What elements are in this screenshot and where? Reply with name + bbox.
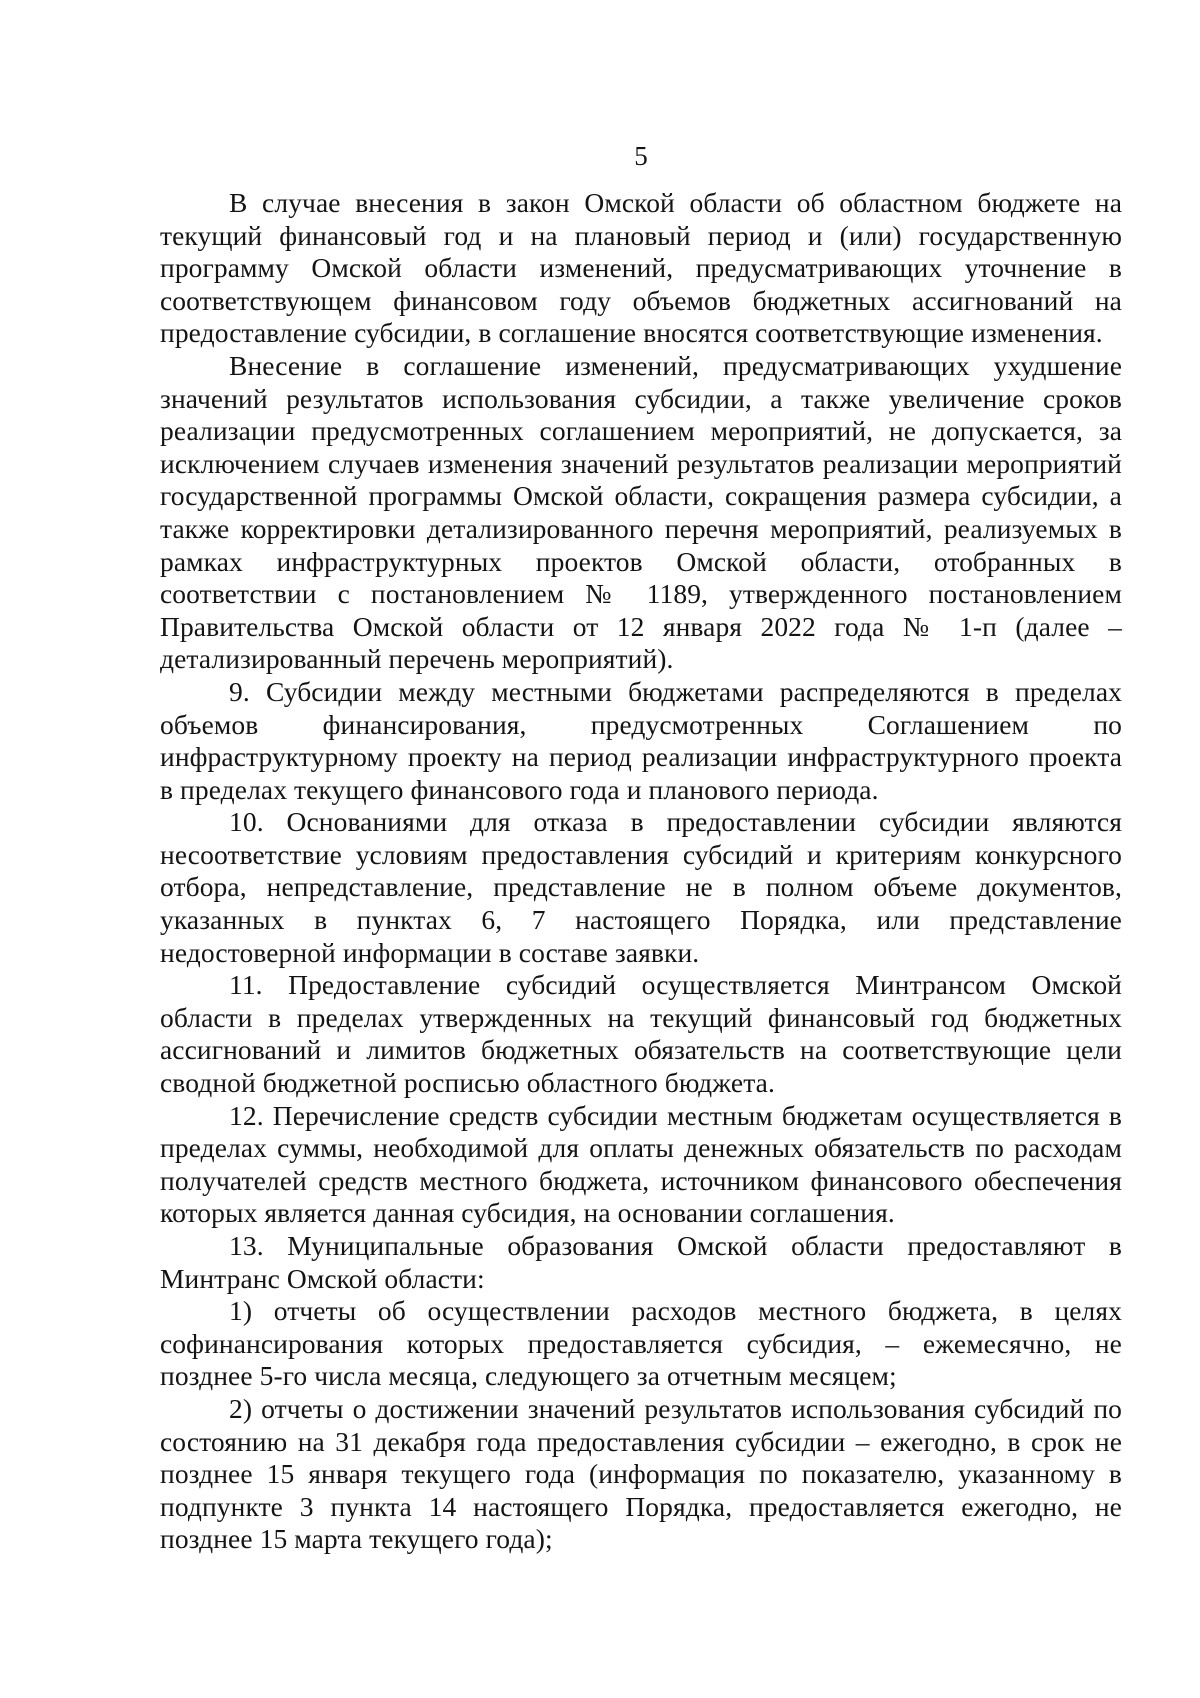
paragraph-item-11: 11. Предоставление субсидий осуществляется Минтрансом Омской области в пределах утвержденных на текущий финансовый год бюджетных ассигнований и лимитов бюджетных обязательств на соответствующие цели сводной бюджетной росписью областного бюджета. [160, 969, 1122, 1099]
paragraph-item-9: 9. Субсидии между местными бюджетами распределяются в пределах объемов финансирования, предусмотренных Соглашением по инфраструктурному проекту на период реализации инфраструктурного проекта в пределах текущего финансового года и планового периода. [160, 675, 1122, 805]
paragraph-agreement-changes: Внесение в соглашение изменений, предусматривающих ухудшение значений результатов использования субсидии, а также увеличение сроков реализации предусмотренных соглашением мероприятий, не допускается, за исключением случаев изменения значений результатов реализации мероприятий государственной программы Омской области, сокращения размера субсидии, а также корректировки детализированного перечня мероприятий, реализуемых в рамках инфраструктурных проектов Омской области, отобранных в соответствии с постановлением № 1189, утвержденного постановлением Правительства Омской области от 12 января 2022 года № 1-п (далее – детализированный перечень мероприятий). [160, 349, 1122, 675]
paragraph-subitem-2: 2) отчеты о достижении значений результатов использования субсидий по состоянию на 31 декабря года предоставления субсидии – ежегодно, в срок не позднее 15 января текущего года (информация по показателю, указанному в подпункте 3 пункта 14 настоящего Порядка, предоставляется ежегодно, не позднее 15 марта текущего года); [160, 1392, 1122, 1555]
document-body [160, 187, 1122, 1556]
paragraph-item-13: 13. Муниципальные образования Омской области предоставляют в Минтранс Омской области: [160, 1230, 1122, 1294]
paragraph-budget-law-changes: В случае внесения в закон Омской области об областном бюджете на текущий финансовый год и на плановый период и (или) государственную программу Омской области изменений, предусматривающих уточнение в соответствующем финансовом году объемов бюджетных ассигнований на предоставление субсидии, в соглашение вносятся соответствующие изменения. [160, 187, 1122, 349]
paragraph-item-10: 10. Основаниями для отказа в предоставлении субсидии являются несоответствие условиям предоставления субсидий и критериям конкурсного отбора, непредставление, представление не в полном объеме документов, указанных в пунктах 6, 7 настоящего Порядка, или представление недостоверной информации в составе заявки. [160, 806, 1122, 968]
page-number: 5 [634, 141, 648, 171]
paragraph-item-12: 12. Перечисление средств субсидии местным бюджетам осуществляется в пределах суммы, необходимой для оплаты денежных обязательств по расходам получателей средств местного бюджета, источником финансового обеспечения которых является данная субсидия, на основании соглашения. [160, 1099, 1122, 1229]
document-page [160, 0, 1122, 1698]
paragraph-subitem-1: 1) отчеты об осуществлении расходов местного бюджета, в целях софинансирования которых предоставляется субсидия, – ежемесячно, не позднее 5-го числа месяца, следующего за отчетным месяцем; [160, 1295, 1122, 1392]
